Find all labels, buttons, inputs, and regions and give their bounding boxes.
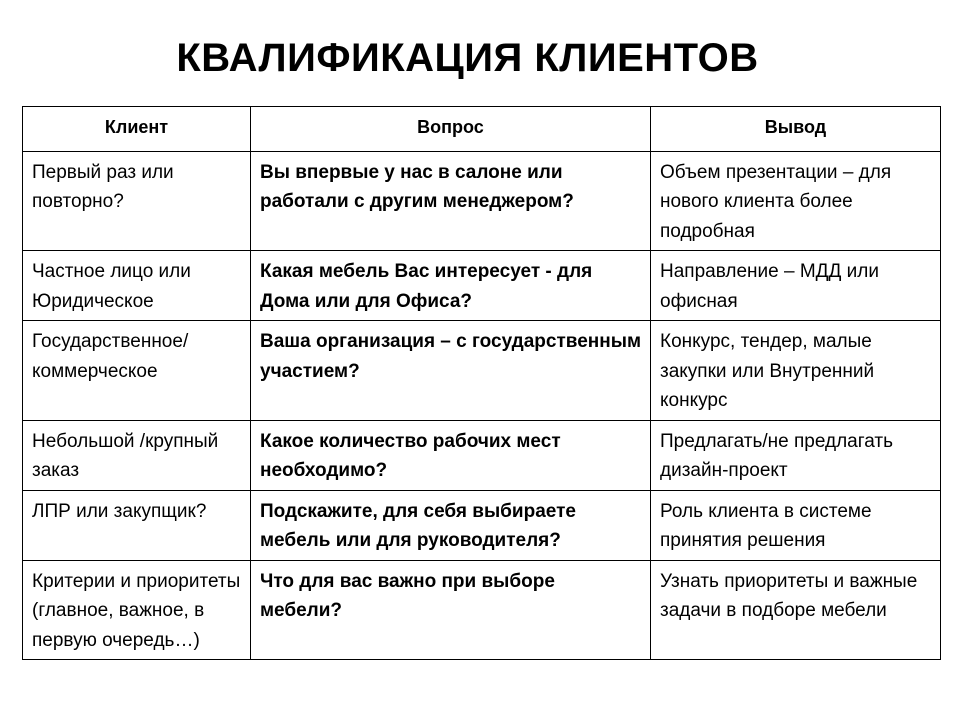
cell-question: Что для вас важно при выборе мебели?	[251, 560, 651, 660]
table-row	[23, 151, 941, 251]
page-title: КВАЛИФИКАЦИЯ КЛИЕНТОВ	[176, 36, 759, 80]
table-header-row	[23, 107, 941, 152]
cell-question: Подскажите, для себя выбираете мебель или для руководителя?	[251, 490, 651, 560]
cell-outcome: Направление – МДД или офисная	[651, 251, 941, 321]
cell-outcome: Узнать приоритеты и важные задачи в подборе мебели	[651, 560, 941, 660]
table-row	[23, 251, 941, 321]
header-question: Вопрос	[251, 107, 651, 152]
cell-outcome: Конкурс, тендер, малые закупки или Внутренний конкурс	[651, 321, 941, 421]
cell-outcome: Роль клиента в системе принятия решения	[651, 490, 941, 560]
cell-question: Какое количество рабочих мест необходимо?	[251, 420, 651, 490]
cell-client: Небольшой /крупный заказ	[23, 420, 251, 490]
cell-question: Какая мебель Вас интересует - для Дома или для Офиса?	[251, 251, 651, 321]
header-outcome: Вывод	[651, 107, 941, 152]
cell-outcome: Предлагать/не предлагать дизайн-проект	[651, 420, 941, 490]
table-row	[23, 420, 941, 490]
cell-outcome: Объем презентации – для нового клиента более подробная	[651, 151, 941, 251]
header-client: Клиент	[23, 107, 251, 152]
cell-client: Государственное/коммерческое	[23, 321, 251, 421]
cell-client: Частное лицо или Юридическое	[23, 251, 251, 321]
cell-client: Первый раз или повторно?	[23, 151, 251, 251]
cell-question: Ваша организация – с государственным участием?	[251, 321, 651, 421]
qualification-table	[22, 106, 941, 660]
table-row	[23, 560, 941, 660]
cell-client: ЛПР или закупщик?	[23, 490, 251, 560]
table-row	[23, 321, 941, 421]
cell-question: Вы впервые у нас в салоне или работали с другим менеджером?	[251, 151, 651, 251]
cell-client: Критерии и приоритеты (главное, важное, в первую очередь…)	[23, 560, 251, 660]
table-row	[23, 490, 941, 560]
